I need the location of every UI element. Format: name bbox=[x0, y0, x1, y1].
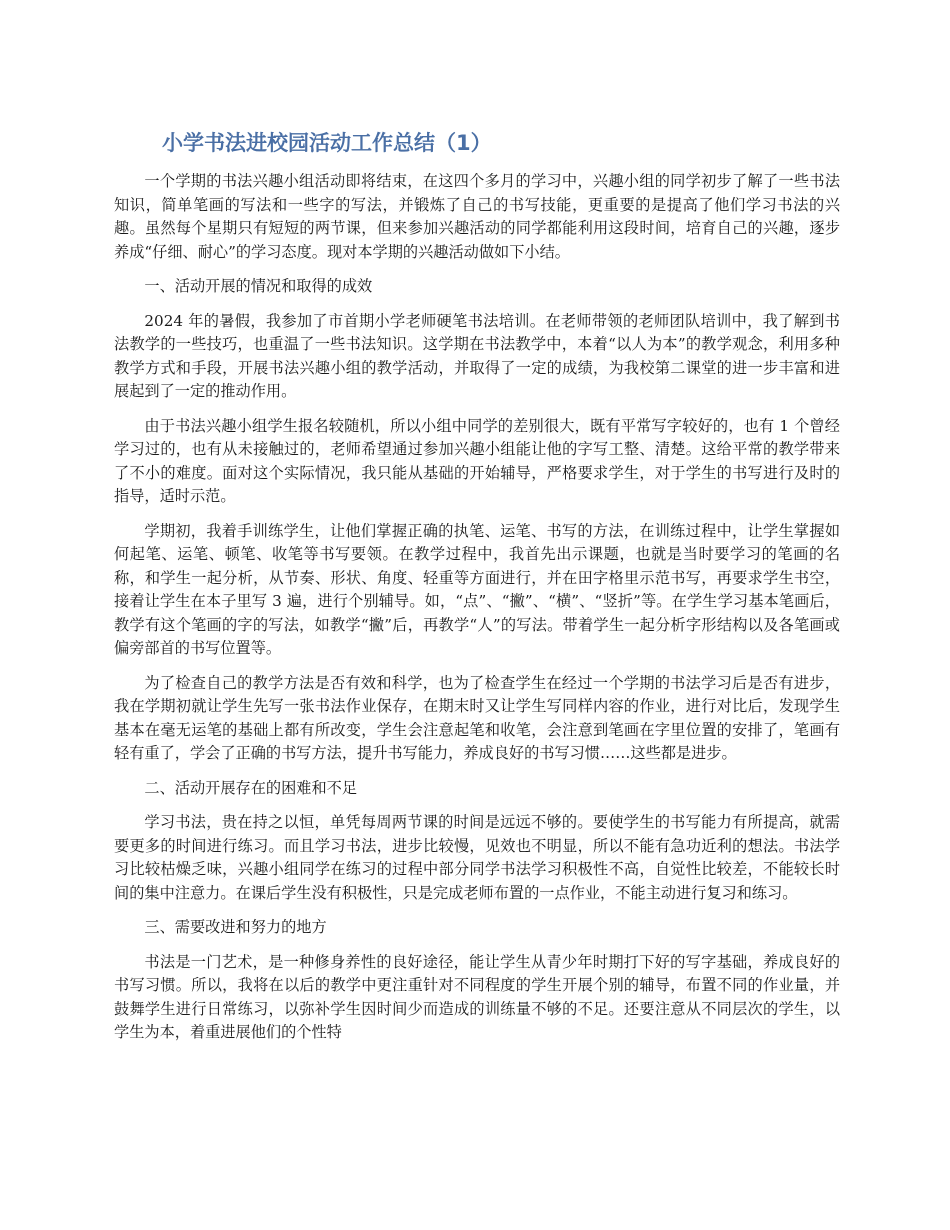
paragraph-method: 学期初，我着手训练学生，让他们掌握正确的执笔、运笔、书写的方法，在训练过程中，让学生掌握如何起笔、运笔、顿笔、收笔等书写要领。在教学过程中，我首先出示课题，也就是当时要学习的笔画的名称，和学生一起分析，从节奏、形状、角度、轻重等方面进行，并在田字格里示范书写，再要求学生书空，接着让学生在本子里写 3 遍，进行个别辅导。如，“点”、“撇”、“横”、“竖折”等。在学生学习基本笔画后，教学有这个笔画的字的写法，如教学“撇”后，再教学“人”的写法。带着学生一起分析字形结构以及各笔画或偏旁部首的书写位置等。 bbox=[114, 521, 840, 657]
section-heading-3: 三、需要改进和努力的地方 bbox=[144, 918, 327, 936]
paragraph-improvements: 书法是一门艺术，是一种修身养性的良好途径，能让学生从青少年时期打下好的写字基础，养成良好的书写习惯。所以，我将在以后的教学中更注重针对不同程度的学生开展个别的辅导，布置不同的作业量，并鼓舞学生进行日常练习，以弥补学生因时间少而造成的训练量不够的不足。还要注意从不同层次的学生，以学生为本，着重进展他们的个性特 bbox=[114, 952, 840, 1041]
section-heading-1: 一、活动开展的情况和取得的成效 bbox=[144, 277, 373, 295]
paragraph-students: 由于书法兴趣小组学生报名较随机，所以小组中同学的差别很大，既有平常写字较好的，也有 1 个曾经学习过的，也有从未接触过的，老师希望通过参加兴趣小组能让他的字写工整、清楚。这给平常的教学带来了不小的难度。面对这个实际情况，我只能从基础的开始辅导，严格要求学生，对于学生的书写进行及时的指导，适时示范。 bbox=[114, 416, 840, 505]
paragraph-results: 为了检查自己的教学方法是否有效和科学，也为了检查学生在经过一个学期的书法学习后是否有进步，我在学期初就让学生先写一张书法作业保存，在期末时又让学生写同样内容的作业，进行对比后，发现学生基本在毫无运笔的基础上都有所改变，学生会注意起笔和收笔，会注意到笔画在字里位置的安排了，笔画有轻有重了，学会了正确的书写方法，提升书写能力，养成良好的书写习惯……这些都是进步。 bbox=[114, 673, 840, 762]
document-body bbox=[114, 170, 840, 1056]
paragraph-training: 2024 年的暑假，我参加了市首期小学老师硬笔书法培训。在老师带领的老师团队培训中，我了解到书法教学的一些技巧，也重温了一些书法知识。这学期在书法教学中，本着“以人为本”的教学观念，利用多种教学方式和手段，开展书法兴趣小组的教学活动，并取得了一定的成绩，为我校第二课堂的进一步丰富和进展起到了一定的推动作用。 bbox=[114, 311, 840, 400]
paragraph-difficulties: 学习书法，贵在持之以恒，单凭每周两节课的时间是远远不够的。要使学生的书写能力有所提高，就需要更多的时间进行练习。而且学习书法，进步比较慢，见效也不明显，所以不能有急功近利的想法。书法学习比较枯燥乏味，兴趣小组同学在练习的过程中部分同学书法学习积极性不高，自觉性比较差，不能较长时间的集中注意力。在课后学生没有积极性，只是完成老师布置的一点作业，不能主动进行复习和练习。 bbox=[114, 813, 840, 902]
document-title: 小学书法进校园活动工作总结（1） bbox=[162, 131, 492, 155]
section-heading-2: 二、活动开展存在的困难和不足 bbox=[144, 778, 358, 797]
paragraph-intro: 一个学期的书法兴趣小组活动即将结束，在这四个多月的学习中，兴趣小组的同学初步了解了一些书法知识，简单笔画的写法和一些字的写法，并锻炼了自己的书写技能，更重要的是提高了他们学习书法的兴趣。虽然每个星期只有短短的两节课，但来参加兴趣活动的同学都能利用这段时间，培育自己的兴趣，逐步养成“仔细、耐心”的学习态度。现对本学期的兴趣活动做如下小结。 bbox=[114, 172, 840, 261]
